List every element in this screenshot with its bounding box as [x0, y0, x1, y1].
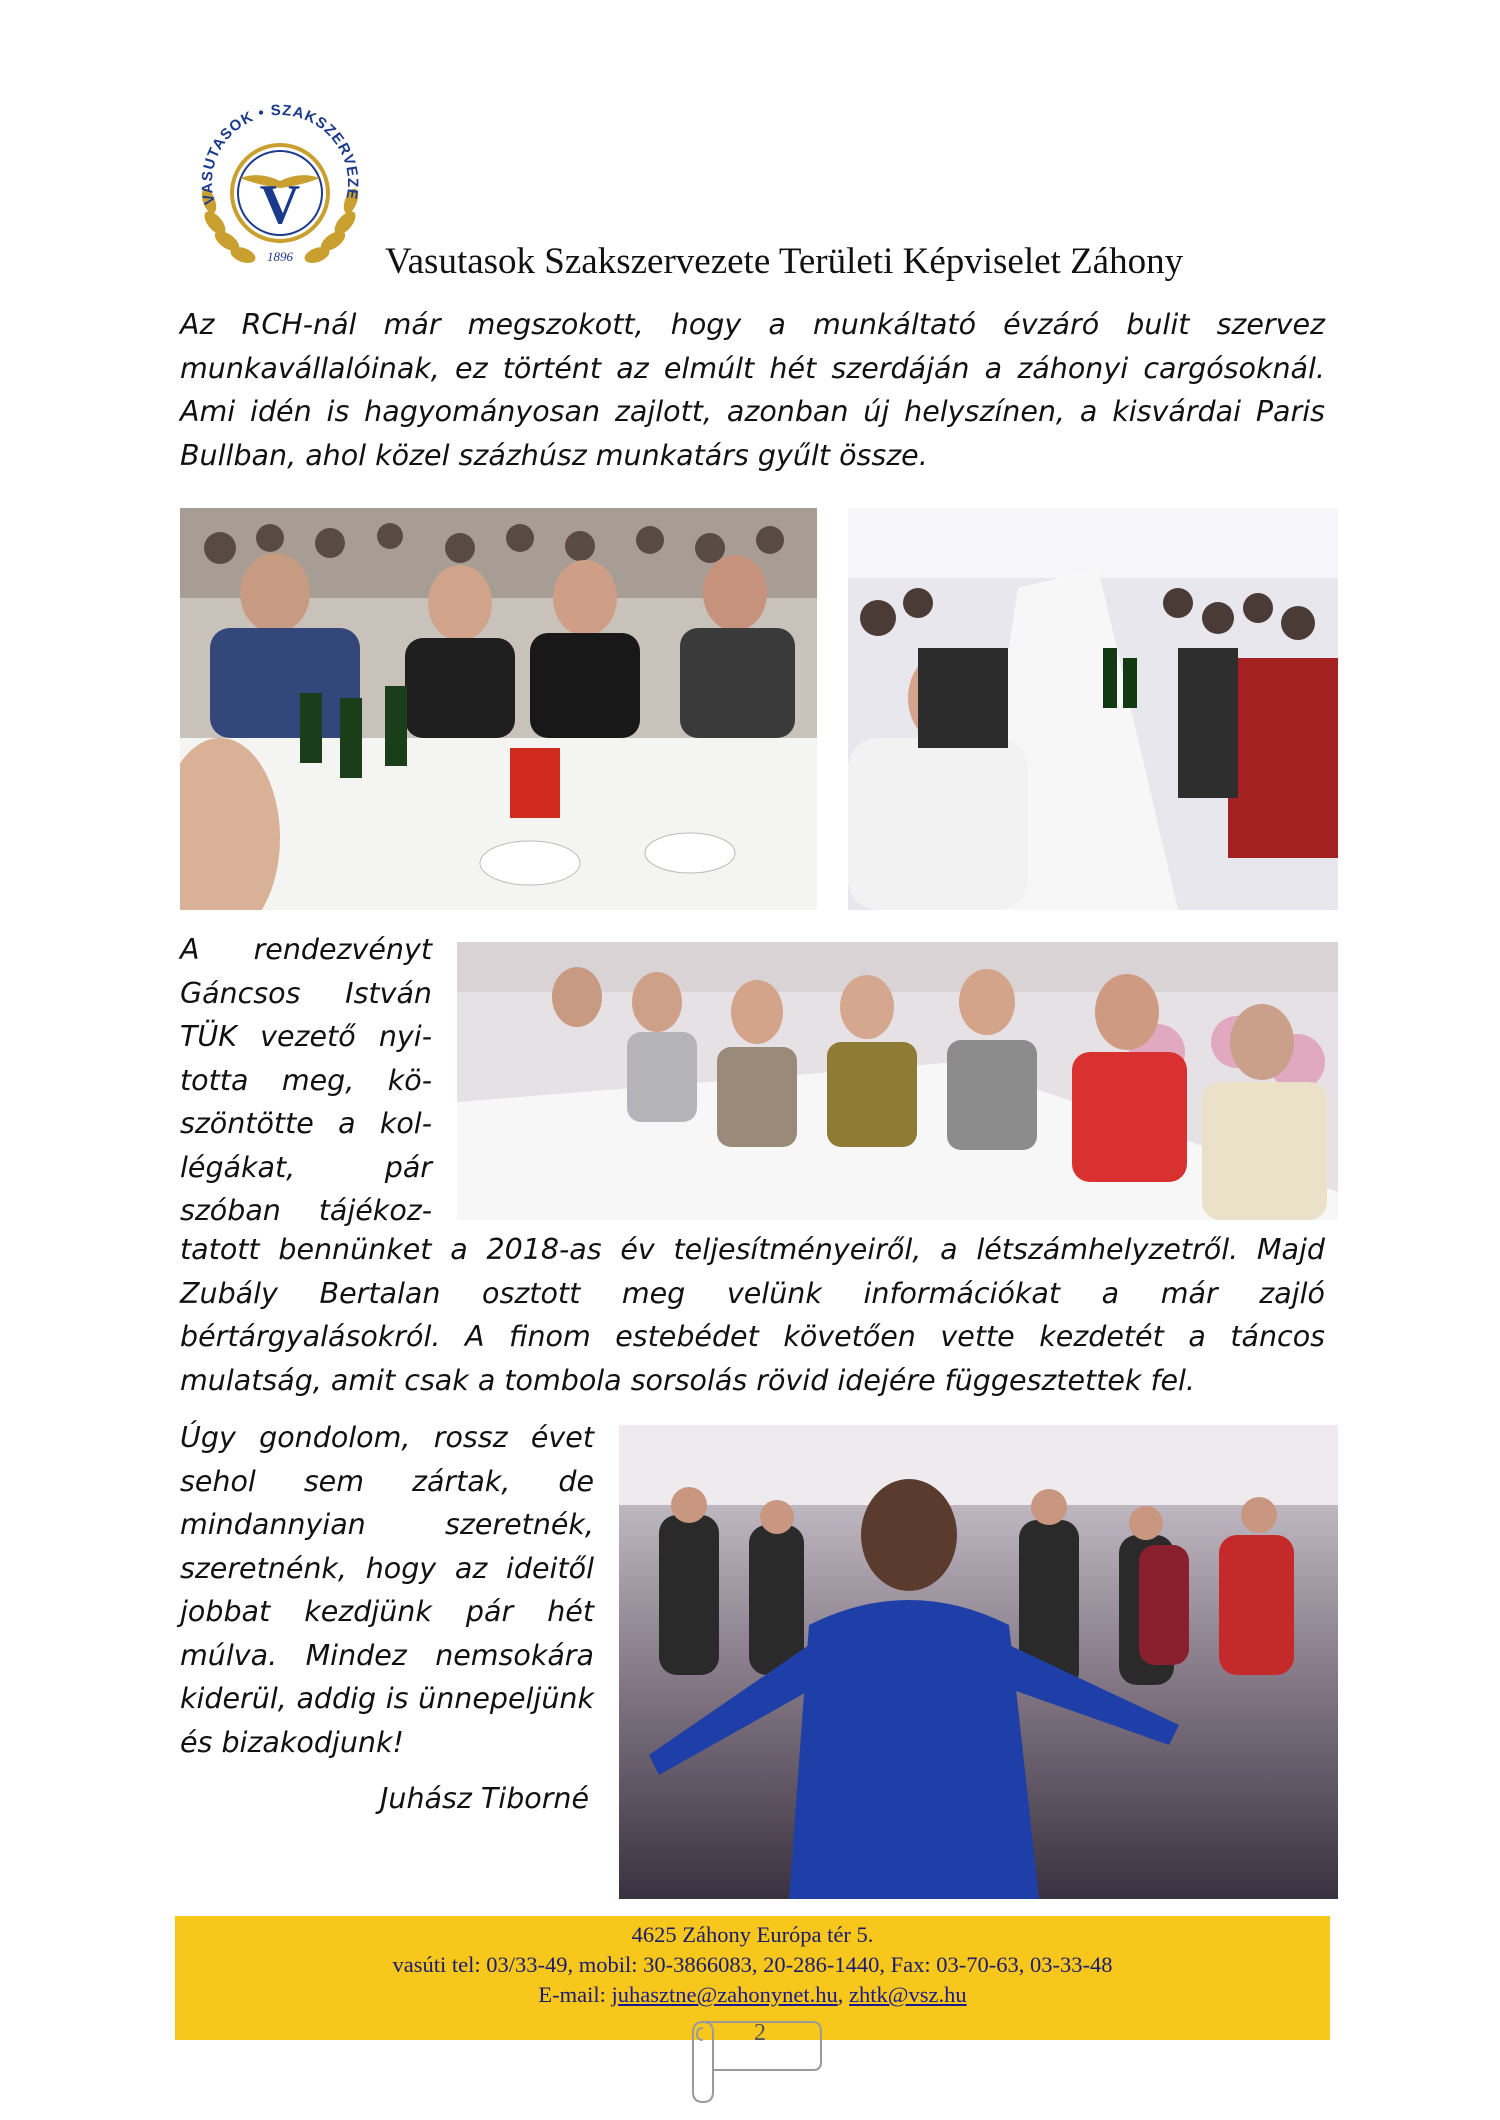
side-paragraph: [180, 928, 432, 1233]
text-line: és bizakodjunk!: [180, 1725, 404, 1759]
text-line: Bullban, ahol közel százhúsz munkatárs gyűlt össze.: [180, 438, 928, 472]
email-link-juhasztne[interactable]: juhasztne@zahonynet.hu: [611, 1982, 838, 2007]
text-line: légákat, pár: [180, 1150, 432, 1184]
footer-phones: vasúti tel: 03/33-49, mobil: 30-3866083, 20-286-1440, Fax: 03-70-63, 03-33-48: [392, 1952, 1113, 1977]
email-separator: ,: [837, 1982, 850, 2007]
photo-dancing: [619, 1425, 1338, 1899]
closing-paragraph: [180, 1416, 594, 1764]
photo-long-table: [848, 508, 1338, 910]
photo-banquet-table: [180, 508, 817, 910]
text-line: tatott bennünket a 2018-as év teljesítményeiről, a létszámhelyzetről. Majd: [180, 1233, 1325, 1266]
svg-text:V: V: [259, 174, 301, 236]
text-line: sehol sem zártak, de: [180, 1464, 594, 1498]
text-line: mindannyian szeretnék,: [180, 1508, 594, 1541]
svg-text:VASUTASOK • SZAKSZERVEZETE: VASUTASOK • SZAKSZERVEZE: [198, 101, 362, 207]
text-line: mulatság, amit csak a tombola sorsolás rövid idejére függesztettek fel.: [180, 1363, 1195, 1397]
text-line: szöntötte a kol-: [180, 1107, 432, 1140]
text-line: szóban tájékoz-: [180, 1194, 432, 1227]
text-line: Gáncsos István: [180, 976, 432, 1010]
footer-email-line: [175, 1980, 1330, 2010]
continuation-paragraph: [180, 1228, 1325, 1402]
text-line: A rendezvényt: [180, 933, 432, 966]
text-line: totta meg, kö-: [180, 1063, 432, 1097]
text-line: szeretnénk, hogy az ideitől: [180, 1551, 594, 1585]
text-line: Az RCH-nál már megszokott, hogy a munkáltató évzáró bulit szervez: [180, 308, 1325, 341]
photo-ladies-table: [457, 942, 1338, 1220]
text-line: múlva. Mindez nemsokára: [180, 1638, 594, 1672]
text-line: TÜK vezető nyi-: [180, 1020, 432, 1053]
intro-paragraph: [180, 303, 1325, 477]
text-line: Zubály Bertalan osztott meg velünk információkat a már zajló: [180, 1276, 1325, 1310]
footer-address: 4625 Záhony Európa tér 5.: [631, 1922, 874, 1947]
email-link-zhtk[interactable]: zhtk@vsz.hu: [849, 1982, 967, 2007]
signature: Juhász Tiborné: [380, 1782, 590, 1815]
email-label: E-mail:: [538, 1982, 612, 2007]
union-logo: [185, 93, 375, 273]
page-title: Vasutasok Szakszervezete Területi Képviselet Záhony: [385, 241, 1184, 282]
page-number: 2: [754, 2020, 766, 2046]
text-line: Úgy gondolom, rossz évet: [180, 1421, 594, 1454]
text-line: munkavállalóinak, ez történt az elmúlt hét szerdáján a záhonyi cargósoknál.: [180, 351, 1325, 385]
text-line: jobbat kezdjünk pár hét: [180, 1595, 594, 1628]
text-line: bértárgyalásokról. A finom estebédet követően vette kezdetét a táncos: [180, 1320, 1325, 1353]
svg-text:1896: 1896: [267, 249, 293, 264]
text-line: kiderül, addig is ünnepeljünk: [180, 1682, 594, 1715]
text-line: Ami idén is hagyományosan zajlott, azonban új helyszínen, a kisvárdai Paris: [180, 395, 1325, 428]
